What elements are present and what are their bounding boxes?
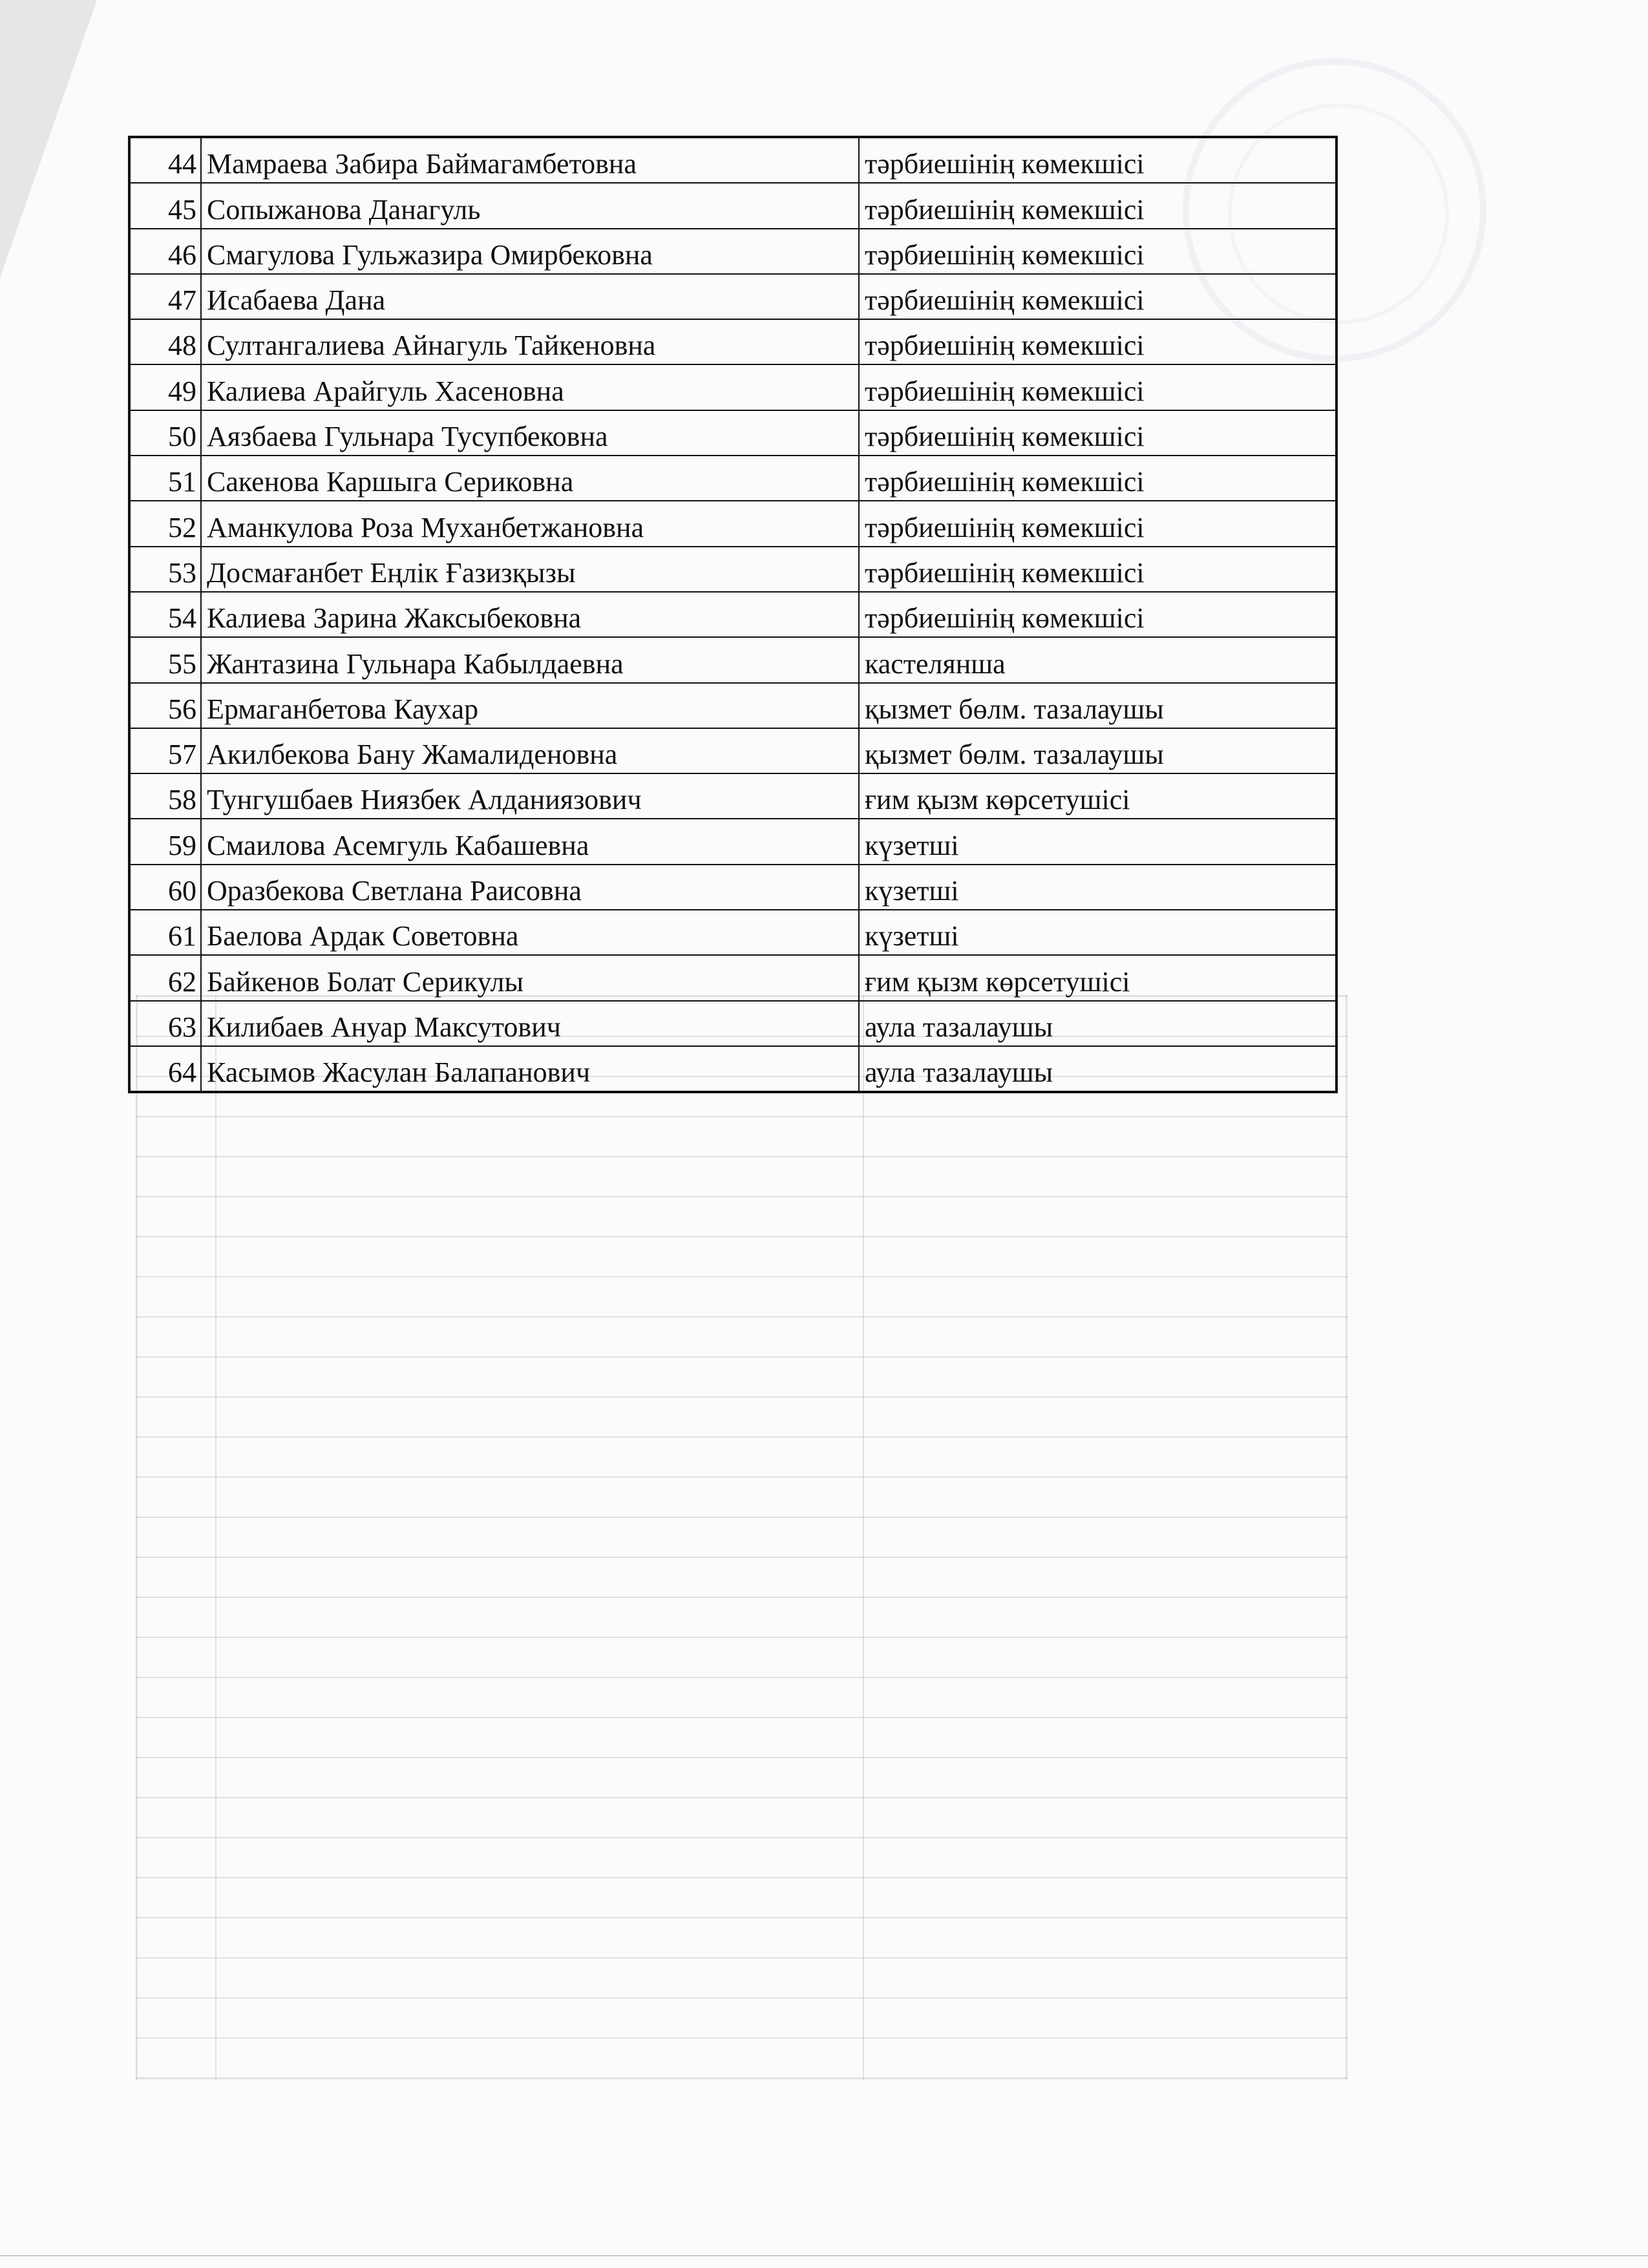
show-through-cell	[216, 1237, 863, 1277]
show-through-cell	[137, 1838, 217, 1878]
row-number: 63	[129, 1001, 201, 1046]
employee-name: Смаилова Асемгуль Кабашевна	[201, 819, 859, 864]
table-row	[129, 773, 1336, 819]
show-through-cell	[863, 1637, 1347, 1677]
show-through-row	[137, 1758, 1347, 1798]
table-row	[129, 501, 1336, 546]
show-through-cell	[863, 1557, 1347, 1597]
employee-name: Сопыжанова Данагуль	[201, 183, 859, 228]
show-through-cell	[216, 1958, 863, 1998]
show-through-cell	[216, 1477, 863, 1517]
show-through-cell	[216, 1157, 863, 1197]
show-through-cell	[863, 1717, 1347, 1758]
show-through-cell	[137, 1397, 217, 1437]
show-through-cell	[863, 1317, 1347, 1357]
row-number: 47	[129, 274, 201, 319]
show-through-row	[137, 1197, 1347, 1237]
employee-position: тәрбиешінің көмекшісі	[859, 410, 1336, 456]
show-through-cell	[216, 1878, 863, 1918]
employee-position: тәрбиешінің көмекшісі	[859, 592, 1336, 637]
employee-position: күзетші	[859, 819, 1336, 864]
row-number: 58	[129, 773, 201, 819]
show-through-row	[137, 1477, 1347, 1517]
show-through-cell	[137, 1878, 217, 1918]
show-through-cell	[216, 1597, 863, 1637]
show-through-cell	[863, 1157, 1347, 1197]
show-through-row	[137, 1677, 1347, 1717]
employee-name: Касымов Жасулан Балапанович	[201, 1046, 859, 1092]
staff-table	[128, 136, 1338, 1093]
employee-position: аула тазалаушы	[859, 1001, 1336, 1046]
show-through-row	[137, 1397, 1347, 1437]
show-through-cell	[216, 1397, 863, 1437]
employee-name: Аязбаева Гульнара Тусупбековна	[201, 410, 859, 456]
table-row	[129, 274, 1336, 319]
show-through-row	[137, 1998, 1347, 2038]
show-through-cell	[863, 1838, 1347, 1878]
show-through-cell	[137, 1357, 217, 1397]
row-number: 44	[129, 137, 201, 183]
show-through-cell	[863, 1397, 1347, 1437]
show-through-cell	[863, 1758, 1347, 1798]
show-through-cell	[137, 1918, 217, 1958]
employee-position: тәрбиешінің көмекшісі	[859, 501, 1336, 546]
row-number: 48	[129, 319, 201, 364]
show-through-row	[137, 1878, 1347, 1918]
row-number: 62	[129, 955, 201, 1000]
employee-name: Аманкулова Роза Муханбетжановна	[201, 501, 859, 546]
show-through-cell	[137, 1317, 217, 1357]
row-number: 52	[129, 501, 201, 546]
employee-position: күзетші	[859, 865, 1336, 910]
show-through-cell	[137, 1517, 217, 1557]
show-through-row	[137, 1958, 1347, 1998]
row-number: 53	[129, 547, 201, 592]
employee-position: тәрбиешінің көмекшісі	[859, 274, 1336, 319]
show-through-row	[137, 1798, 1347, 1838]
table-row	[129, 592, 1336, 637]
show-through-cell	[216, 1637, 863, 1677]
show-through-cell	[216, 1277, 863, 1317]
show-through-cell	[137, 1557, 217, 1597]
row-number: 50	[129, 410, 201, 456]
employee-name: Калиева Зарина Жаксыбековна	[201, 592, 859, 637]
employee-position: тәрбиешінің көмекшісі	[859, 547, 1336, 592]
employee-name: Оразбекова Светлана Раисовна	[201, 865, 859, 910]
show-through-cell	[863, 2038, 1347, 2079]
row-number: 51	[129, 456, 201, 501]
show-through-cell	[216, 1918, 863, 1958]
employee-position: тәрбиешінің көмекшісі	[859, 319, 1336, 364]
show-through-cell	[137, 1477, 217, 1517]
employee-position: тәрбиешінің көмекшісі	[859, 456, 1336, 501]
show-through-cell	[216, 2038, 863, 2079]
employee-name: Акилбекова Бану Жамалиденовна	[201, 728, 859, 773]
scan-edge	[0, 2255, 1648, 2256]
employee-position: тәрбиешінің көмекшісі	[859, 183, 1336, 228]
employee-position: тәрбиешінің көмекшісі	[859, 229, 1336, 274]
show-through-cell	[863, 1878, 1347, 1918]
show-through-cell	[863, 1918, 1347, 1958]
show-through-cell	[137, 1237, 217, 1277]
row-number: 59	[129, 819, 201, 864]
show-through-cell	[863, 1117, 1347, 1157]
employee-name: Сакенова Каршыга Сериковна	[201, 456, 859, 501]
row-number: 55	[129, 637, 201, 682]
show-through-cell	[216, 1838, 863, 1878]
employee-name: Досмағанбет Еңлік Ғазизқызы	[201, 547, 859, 592]
employee-position: тәрбиешінің көмекшісі	[859, 137, 1336, 183]
row-number: 61	[129, 910, 201, 955]
show-through-cell	[863, 1517, 1347, 1557]
show-through-cell	[216, 1197, 863, 1237]
employee-name: Баелова Ардак Советовна	[201, 910, 859, 955]
show-through-row	[137, 1317, 1347, 1357]
employee-name: Смагулова Гульжазира Омирбековна	[201, 229, 859, 274]
table-row	[129, 637, 1336, 682]
employee-position: ғим қызм көрсетушісі	[859, 773, 1336, 819]
table-row	[129, 137, 1336, 183]
show-through-table	[136, 995, 1347, 2079]
show-through-cell	[863, 1237, 1347, 1277]
employee-position: қызмет бөлм. тазалаушы	[859, 728, 1336, 773]
row-number: 60	[129, 865, 201, 910]
show-through-cell	[137, 1677, 217, 1717]
employee-position: кастелянша	[859, 637, 1336, 682]
employee-name: Байкенов Болат Серикулы	[201, 955, 859, 1000]
show-through-cell	[137, 1157, 217, 1197]
table-row	[129, 319, 1336, 364]
employee-name: Исабаева Дана	[201, 274, 859, 319]
show-through-row	[137, 1597, 1347, 1637]
employee-name: Султангалиева Айнагуль Тайкеновна	[201, 319, 859, 364]
employee-position: күзетші	[859, 910, 1336, 955]
show-through-cell	[137, 1277, 217, 1317]
show-through-cell	[863, 1277, 1347, 1317]
show-through-cell	[137, 2038, 217, 2079]
page-fold	[0, 0, 97, 278]
show-through-cell	[137, 1958, 217, 1998]
show-through-row	[137, 1517, 1347, 1557]
employee-position: аула тазалаушы	[859, 1046, 1336, 1092]
employee-name: Килибаев Ануар Максутович	[201, 1001, 859, 1046]
show-through-cell	[216, 1517, 863, 1557]
row-number: 54	[129, 592, 201, 637]
table-row	[129, 183, 1336, 228]
show-through-cell	[216, 1317, 863, 1357]
show-through-cell	[216, 1717, 863, 1758]
employee-name: Калиева Арайгуль Хасеновна	[201, 364, 859, 410]
show-through-cell	[863, 1958, 1347, 1998]
table-row	[129, 819, 1336, 864]
show-through-cell	[863, 1357, 1347, 1397]
row-number: 45	[129, 183, 201, 228]
show-through-cell	[863, 1677, 1347, 1717]
show-through-cell	[137, 1117, 217, 1157]
show-through-cell	[137, 1717, 217, 1758]
table-row	[129, 229, 1336, 274]
show-through-cell	[216, 1117, 863, 1157]
show-through-row	[137, 1717, 1347, 1758]
show-through-cell	[216, 1437, 863, 1477]
show-through-cell	[863, 1998, 1347, 2038]
employee-name: Мамраева Забира Баймагамбетовна	[201, 137, 859, 183]
show-through-cell	[137, 1597, 217, 1637]
show-through-cell	[216, 1998, 863, 2038]
table-row	[129, 410, 1336, 456]
employee-position: қызмет бөлм. тазалаушы	[859, 683, 1336, 728]
show-through-row	[137, 1277, 1347, 1317]
show-through-row	[137, 1437, 1347, 1477]
show-through-cell	[137, 1197, 217, 1237]
show-through-row	[137, 1838, 1347, 1878]
row-number: 46	[129, 229, 201, 274]
show-through-cell	[137, 1998, 217, 2038]
show-through-cell	[216, 1758, 863, 1798]
table-row	[129, 456, 1336, 501]
table-row	[129, 547, 1336, 592]
employee-position: ғим қызм көрсетушісі	[859, 955, 1336, 1000]
show-through-row	[137, 1357, 1347, 1397]
show-through-row	[137, 1117, 1347, 1157]
employee-name: Ермаганбетова Каухар	[201, 683, 859, 728]
show-through-cell	[137, 1758, 217, 1798]
show-through-row	[137, 1157, 1347, 1197]
employee-name: Жантазина Гульнара Кабылдаевна	[201, 637, 859, 682]
table-row	[129, 1001, 1336, 1046]
row-number: 57	[129, 728, 201, 773]
table-row	[129, 1046, 1336, 1092]
show-through-cell	[137, 1798, 217, 1838]
show-through-cell	[863, 1597, 1347, 1637]
show-through-row	[137, 2038, 1347, 2079]
show-through-row	[137, 1237, 1347, 1277]
show-through-cell	[216, 1557, 863, 1597]
show-through-cell	[863, 1437, 1347, 1477]
table-row	[129, 364, 1336, 410]
show-through-row	[137, 1637, 1347, 1677]
table-row	[129, 728, 1336, 773]
show-through-cell	[216, 1357, 863, 1397]
show-through-cell	[137, 1437, 217, 1477]
table-row	[129, 910, 1336, 955]
row-number: 56	[129, 683, 201, 728]
show-through-cell	[216, 1677, 863, 1717]
row-number: 49	[129, 364, 201, 410]
show-through-cell	[216, 1798, 863, 1838]
show-through-cell	[863, 1798, 1347, 1838]
show-through-row	[137, 1918, 1347, 1958]
employee-position: тәрбиешінің көмекшісі	[859, 364, 1336, 410]
row-number: 64	[129, 1046, 201, 1092]
show-through-cell	[863, 1197, 1347, 1237]
show-through-cell	[137, 1637, 217, 1677]
show-through-cell	[863, 1477, 1347, 1517]
table-row	[129, 683, 1336, 728]
show-through-row	[137, 1557, 1347, 1597]
table-row	[129, 955, 1336, 1000]
table-row	[129, 865, 1336, 910]
employee-name: Тунгушбаев Ниязбек Алданиязович	[201, 773, 859, 819]
